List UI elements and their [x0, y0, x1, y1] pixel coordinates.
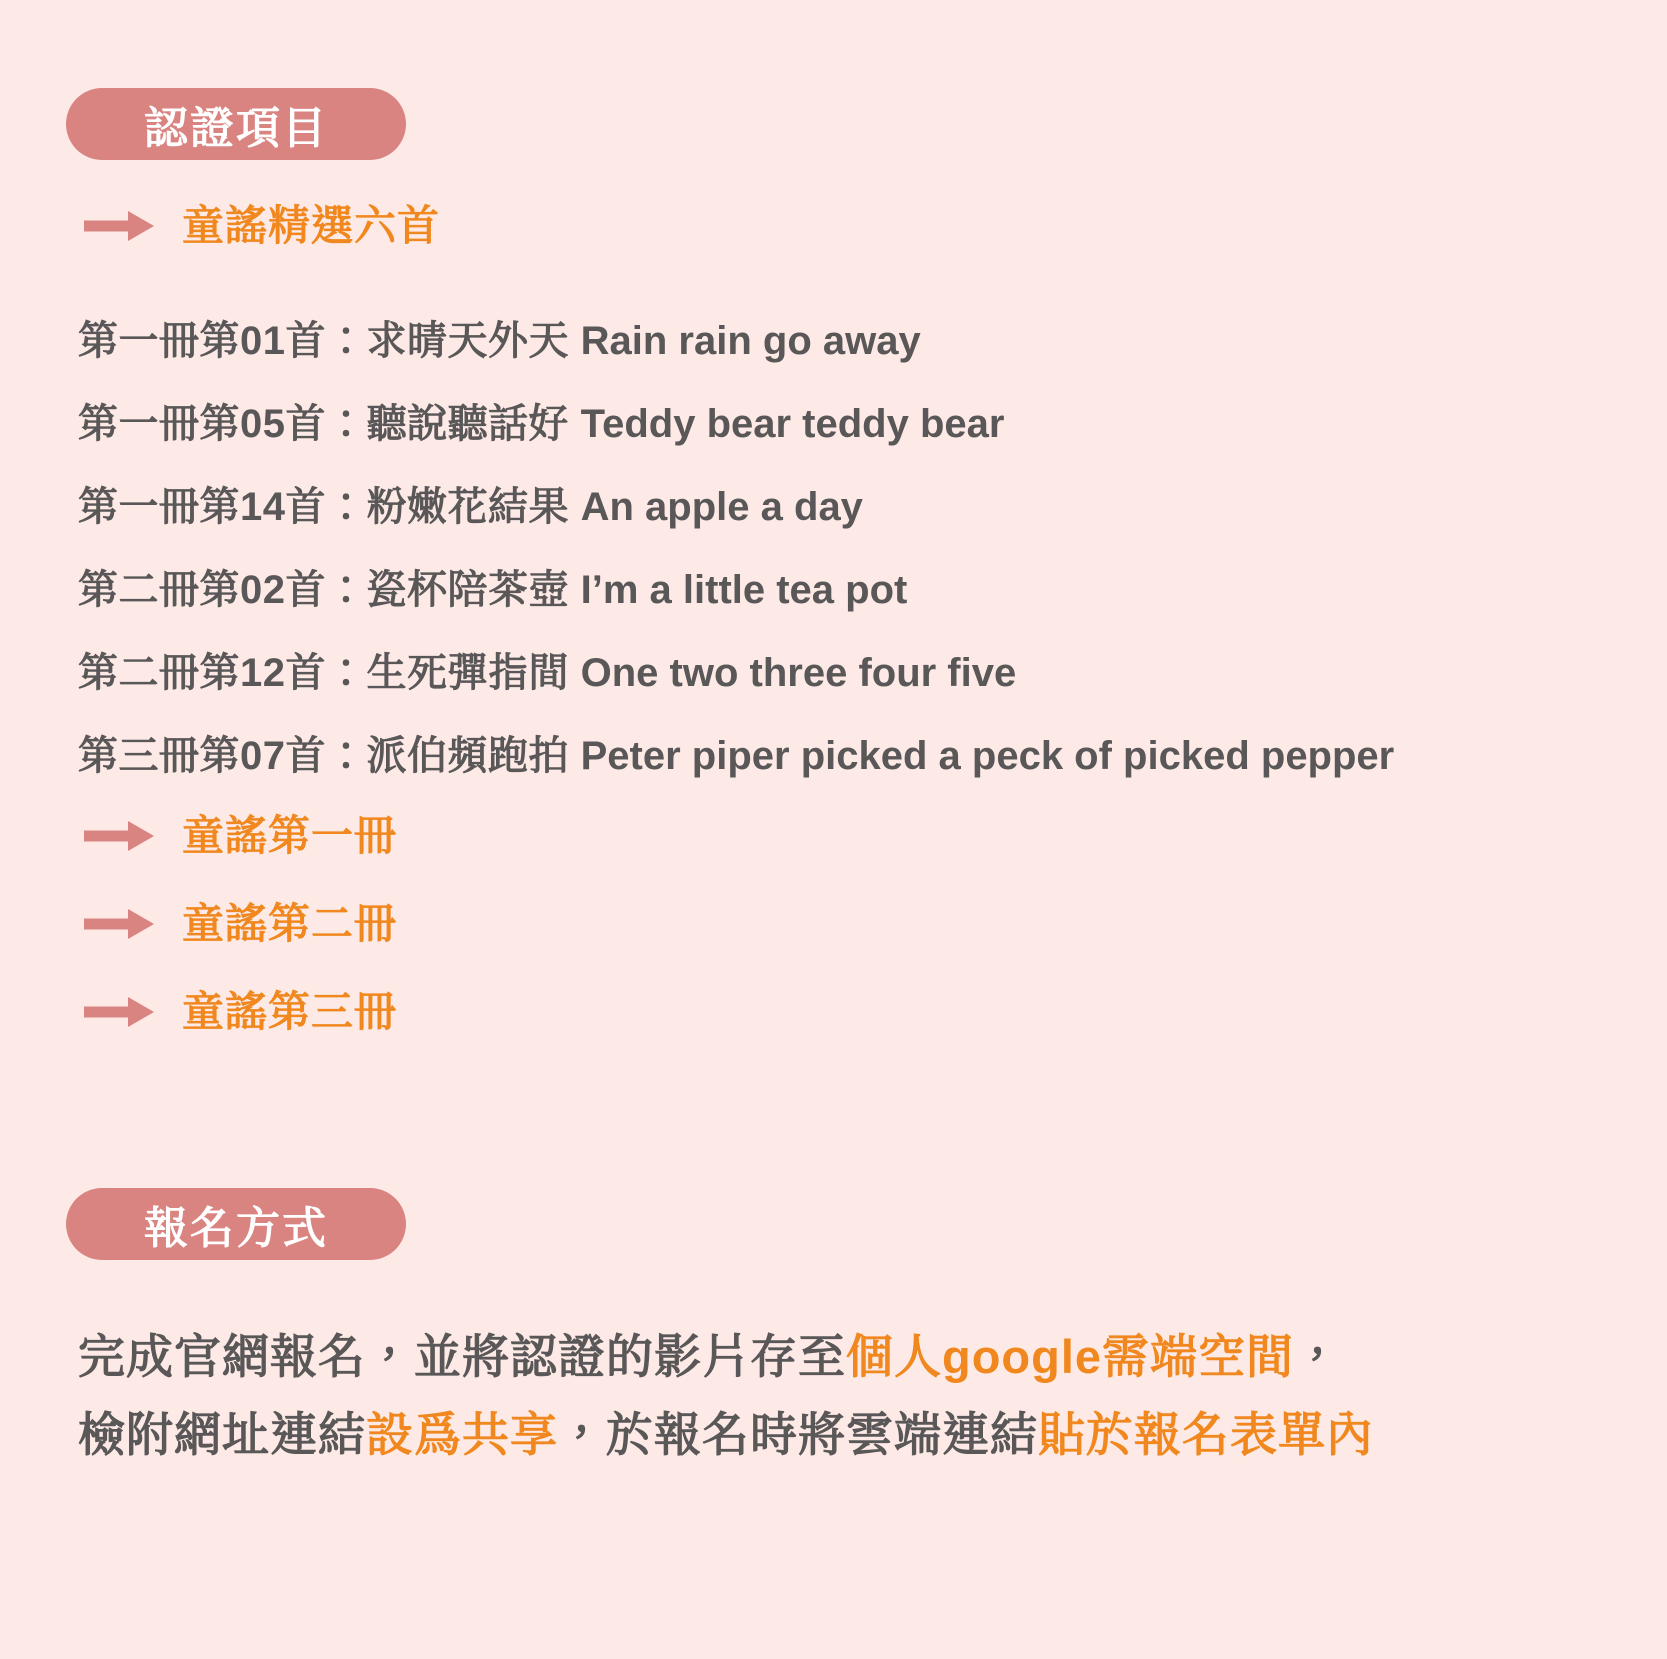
volume-label-2: 童謠第二冊 [182, 900, 398, 947]
registration-line2-part2: ，於報名時將雲端連結 [558, 1408, 1038, 1461]
section-heading-registration: 報名方式 [66, 1188, 406, 1260]
list-item [78, 549, 1598, 632]
song-english-title: I’m a little tea pot [580, 568, 908, 612]
list-item [78, 632, 1598, 715]
volume-row-3 [82, 988, 398, 1035]
volume-label-3: 童謠第三冊 [182, 988, 398, 1035]
arrow-right-icon [82, 907, 156, 941]
song-english-title: One two three four five [580, 651, 1017, 695]
song-reference: 第一冊第01首：求晴天外天 [78, 319, 569, 363]
registration-line1-highlight: 個人google需端空間 [846, 1330, 1295, 1383]
registration-line2-part1: 檢附網址連結 [78, 1408, 366, 1461]
list-item [78, 715, 1598, 798]
section-heading-certification: 認證項目 [66, 88, 406, 160]
volume-row-1 [82, 812, 398, 859]
arrow-right-icon [82, 209, 156, 243]
registration-line2-highlight-1: 設爲共享 [366, 1408, 558, 1461]
registration-line1-part2: ， [1294, 1330, 1343, 1383]
arrow-right-icon [82, 819, 156, 853]
group-heading-songs-row [82, 202, 441, 249]
song-english-title: Peter piper picked a peck of picked pepper [580, 734, 1395, 778]
list-item [78, 300, 1598, 383]
song-reference: 第一冊第14首：粉嫩花結果 [78, 485, 569, 529]
volume-row-2 [82, 900, 398, 947]
registration-instructions [78, 1318, 1598, 1474]
registration-line-1 [78, 1318, 1598, 1396]
song-list [78, 300, 1598, 798]
song-reference: 第二冊第02首：瓷杯陪茶壺 [78, 568, 569, 612]
song-reference: 第二冊第12首：生死彈指間 [78, 651, 569, 695]
song-reference: 第一冊第05首：聽說聽話好 [78, 402, 569, 446]
song-reference: 第三冊第07首：派伯頻跑拍 [78, 734, 569, 778]
group-heading-songs-label: 童謠精選六首 [182, 202, 441, 249]
arrow-right-icon [82, 995, 156, 1029]
song-english-title: Teddy bear teddy bear [580, 402, 1005, 446]
list-item [78, 466, 1598, 549]
registration-line-2 [78, 1396, 1598, 1474]
song-english-title: An apple a day [580, 485, 863, 529]
registration-line1-part1: 完成官網報名，並將認證的影片存至 [78, 1330, 846, 1383]
list-item [78, 383, 1598, 466]
volume-label-1: 童謠第一冊 [182, 812, 398, 859]
song-english-title: Rain rain go away [580, 319, 921, 363]
registration-line2-highlight-2: 貼於報名表單內 [1038, 1408, 1374, 1461]
